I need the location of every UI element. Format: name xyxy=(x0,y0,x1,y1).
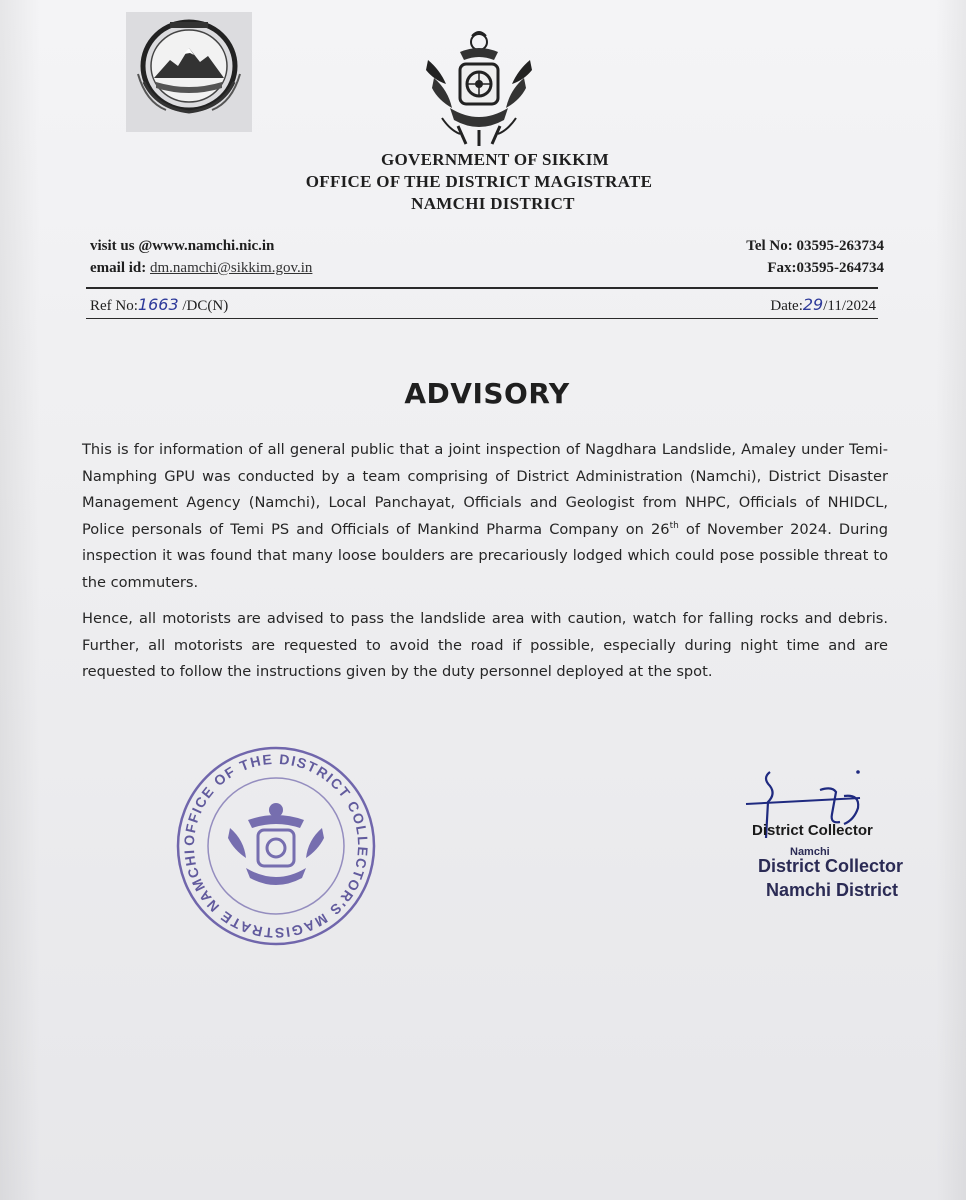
email-label: email id: xyxy=(90,260,150,276)
office-seal xyxy=(170,740,382,952)
header-divider-bottom xyxy=(86,318,878,319)
header-divider-top xyxy=(86,287,878,289)
reference-number xyxy=(90,295,228,315)
ref-suffix: /DC(N) xyxy=(178,298,229,314)
advisory-paragraph-2: Hence, all motorists are advised to pass the landslide area with caution, watch for falling rocks and debris. Further, all motorists are requested to avoid the road if possible, especially during night time and are requested to follow the instructions given by the duty personnel deployed at the spot. xyxy=(82,610,888,680)
letterhead-office: OFFICE OF THE DISTRICT MAGISTRATE xyxy=(305,172,653,191)
website-line: visit us @www.namchi.nic.in xyxy=(90,238,275,254)
date-handwritten-day: 29 xyxy=(802,295,824,314)
email-address: dm.namchi@sikkim.gov.in xyxy=(150,260,313,276)
signatory-stamp-title: District Collector xyxy=(758,856,904,876)
letterhead-district: NAMCHI DISTRICT xyxy=(411,194,575,213)
signatory-designation: District Collector xyxy=(752,822,873,839)
para1-superscript: th xyxy=(669,520,679,531)
mountain-logo-icon xyxy=(126,12,252,132)
ref-label: Ref No: xyxy=(90,298,138,314)
letter-date xyxy=(770,295,876,315)
signatory-stamp-district: Namchi District xyxy=(766,880,899,900)
ref-handwritten-number: 1663 xyxy=(137,295,179,314)
signatory-stamp-small: Namchi xyxy=(790,846,830,858)
document-title xyxy=(0,377,966,410)
date-rest: /11/2024 xyxy=(823,298,876,314)
office-seal-stamp-icon xyxy=(170,740,382,952)
title-text: ADVISORY xyxy=(404,377,570,410)
state-emblem-icon xyxy=(420,30,538,148)
sikkim-state-emblem xyxy=(420,30,538,148)
advisory-paragraph-1 xyxy=(82,437,888,596)
date-label: Date: xyxy=(770,298,803,314)
fax-number: Fax:03595-264734 xyxy=(767,260,884,276)
svg-text:OFFICE OF THE DISTRICT COLLECT: OFFICE OF THE DISTRICT COLLECTOR'S MAGISTRATE NAMCHI xyxy=(180,750,372,942)
para1-text-b: of November 2024. During inspection it was found that many loose boulders are precariously lodged which could pose possible threat to the commuters. xyxy=(82,520,888,591)
telephone-number: Tel No: 03595-263734 xyxy=(746,238,884,254)
letterhead-government: GOVERNMENT OF SIKKIM xyxy=(381,150,609,169)
email-line xyxy=(90,260,312,277)
district-logo xyxy=(126,12,252,132)
para1-text-a: This is for information of all general public that a joint inspection of Nagdhara Landslide, Amaley under Temi-Namphing GPU was conducted by a team comprising of District Administration (Namchi), District Disaster Management Agency (Namchi), Local Panchayat, Officials and Geologist from NHPC, Officials of NHIDCL, Police personals of Temi PS and Officials of Mankind Pharma Company on 26 xyxy=(82,441,888,538)
